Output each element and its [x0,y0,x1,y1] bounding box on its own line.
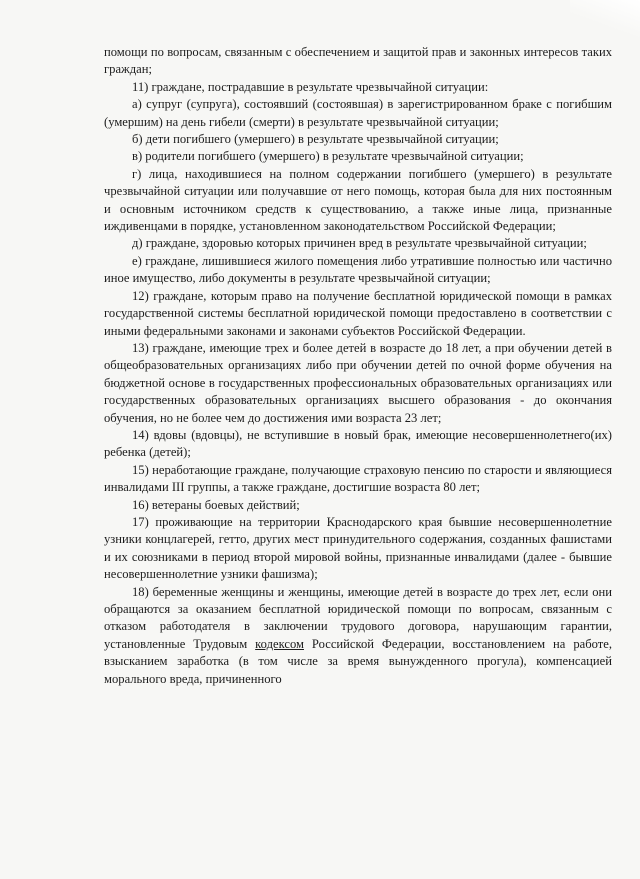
paragraph-item-18-text-start: 18) беременные женщины и женщины, имеющие детей в возрасте до трех лет, если они обращаются за оказанием бесплатной юридической помощи по вопросам, связанным с отказом работодателя в заключении трудового договора, нарушающим гарантии, установленные Трудовым [104,584,612,651]
paragraph-item-13: 13) граждане, имеющие трех и более детей в возрасте до 18 лет, а при обучении детей в общеобразовательных организациях либо при обучении детей по очной форме обучения на бюджетной основе в государственных профессиональных образовательных организациях или государственных образовательных организациях высшего образования - до окончания обучения, но не более чем до достижения ими возраста 23 лет; [104,340,612,425]
paragraph-item-11d: д) граждане, здоровью которых причинен вред в результате чрезвычайной ситуации; [132,236,587,251]
paragraph-item-12: 12) граждане, которым право на получение бесплатной юридической помощи в рамках государственной системы бесплатной юридической помощи предоставлено в соответствии с иными федеральными законами и законами субъектов Российской Федерации. [104,288,612,338]
paragraph-item-11v: в) родители погибшего (умершего) в результате чрезвычайной ситуации; [132,149,524,164]
paragraph-item-16: 16) ветераны боевых действий; [132,497,300,512]
paragraph-item-15: 15) неработающие граждане, получающие страховую пенсию по старости и являющиеся инвалидами III группы, а также граждане, достигшие возраста 80 лет; [104,462,612,495]
paragraph-item-18 [104,584,612,688]
labor-code-link[interactable]: кодексом [255,636,304,651]
paragraph-item-11g: г) лица, находившиеся на полном содержании погибшего (умершего) в результате чрезвычайной ситуации или получавшие от него помощь, которая была для них постоянным и основным источником средств к существованию, а также иные лица, признанные иждивенцами в порядке, установленном законодательством Российской Федерации; [104,166,612,234]
paragraph-item-17: 17) проживающие на территории Краснодарского края бывшие несовершеннолетние узники концлагерей, гетто, других мест принудительного содержания, созданных фашистами и их союзниками в период второй мировой войны, признанные инвалидами (далее - бывшие несовершеннолетние узники фашизма); [104,514,612,582]
paragraph-item-11a: а) супруг (супруга), состоявший (состоявшая) в зарегистрированном браке с погибшим (умершим) на день гибели (смерти) в результате чрезвычайной ситуации; [104,97,612,129]
paragraph-item-11e: е) граждане, лишившиеся жилого помещения либо утратившие полностью или частично иное имущество, либо документы в результате чрезвычайной ситуации; [104,253,612,286]
paragraph-item-18-text-end: Российской Федерации, восстановлением на работе, взысканием заработка (в том числе за время вынужденного прогула), компенсацией морального вреда, причиненного [104,636,612,686]
paragraph-item-14: 14) вдовы (вдовцы), не вступившие в новый брак, имеющие несовершеннолетнего(их) ребенка (детей); [104,427,612,460]
paragraph-item-11b: б) дети погибшего (умершего) в результате чрезвычайной ситуации; [132,132,499,147]
document-body [104,44,612,688]
paragraph-item-11: 11) граждане, пострадавшие в результате чрезвычайной ситуации: [132,79,489,94]
paragraph-continuation: помощи по вопросам, связанным с обеспечением и защитой прав и законных интересов таких граждан; [104,45,612,77]
page-corner-fold [570,0,640,40]
